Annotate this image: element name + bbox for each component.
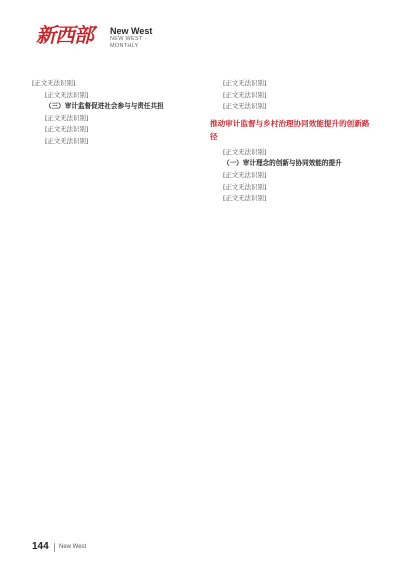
page-number: 144 [32, 541, 49, 552]
paragraph: [正文无法识别] [223, 90, 267, 99]
paragraph: [正文无法识别] [45, 113, 89, 122]
subsection-heading: （一）审计理念的创新与协同效能的提升 [223, 159, 342, 168]
left-column [32, 78, 182, 148]
paragraph: [正文无法识别] [45, 90, 89, 99]
paragraph: [正文无法识别] [223, 170, 267, 179]
paragraph: [正文无法识别] [223, 194, 267, 203]
paragraph: [正文无法识别] [45, 136, 89, 145]
right-column [210, 78, 370, 205]
paragraph: [正文无法识别] [45, 125, 89, 134]
section-title: 推动审计监督与乡村治理协同效能提升的创新路径 [210, 118, 370, 141]
brand-name: New West [110, 26, 153, 36]
footer-divider [54, 543, 55, 552]
subsection-heading: （三）审计监督促进社会参与与责任共担 [45, 102, 164, 111]
magazine-logo: 新西部 [36, 23, 93, 47]
paragraph: [正文无法识别] [223, 102, 267, 111]
paragraph: [正文无法识别] [32, 79, 76, 87]
paragraph: [正文无法识别] [223, 79, 267, 87]
paragraph: [正文无法识别] [223, 182, 267, 191]
brand-subtitle: NEW WEST · MONTHLY [110, 36, 147, 49]
masthead [36, 22, 176, 56]
brand-block [110, 26, 176, 50]
footer-brand: New West [59, 544, 87, 550]
paragraph: [正文无法识别] [223, 147, 267, 156]
